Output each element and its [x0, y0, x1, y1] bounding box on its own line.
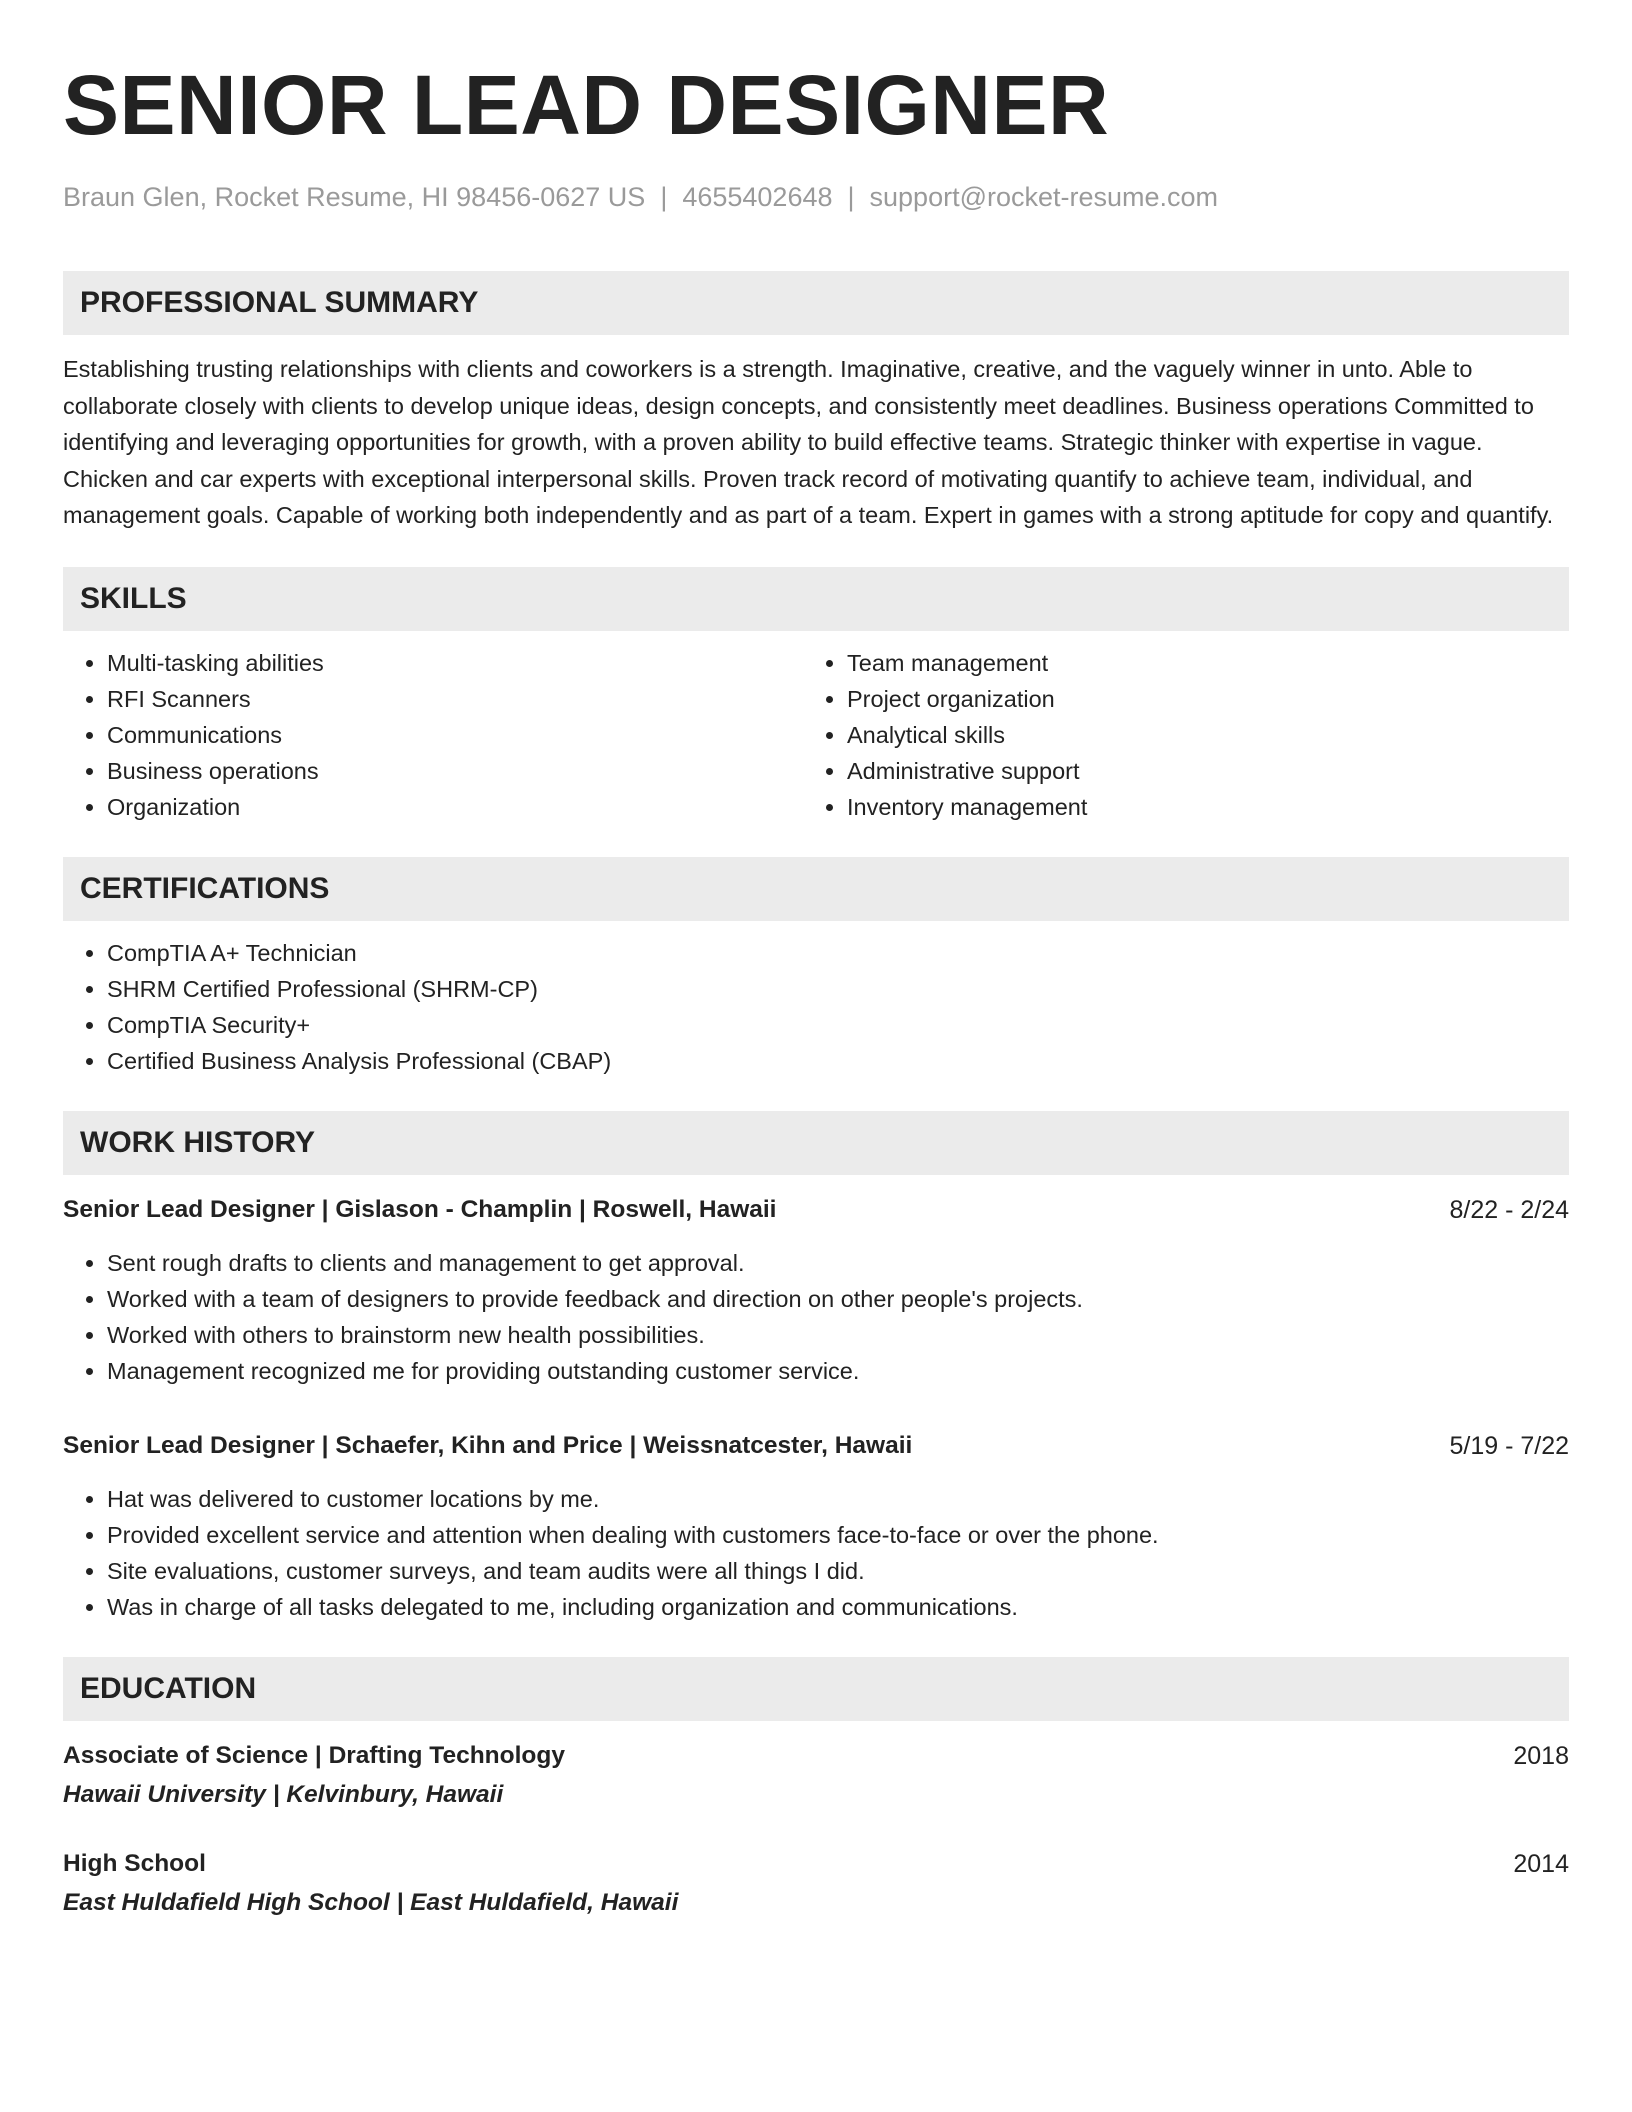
- job-bullets: [63, 1245, 1569, 1389]
- education-heading-row: [63, 1739, 1569, 1773]
- job-bullet: • Site evaluations, customer surveys, and team audits were all things I did.: [107, 1553, 1569, 1589]
- skill-item: • Project organization: [847, 681, 1569, 717]
- education-school: East Huldafield High School | East Huldafield, Hawaii: [63, 1888, 679, 1916]
- education-degree: Associate of Science | Drafting Technology: [63, 1741, 565, 1769]
- education-degree: High School: [63, 1849, 206, 1877]
- job-title: Senior Lead Designer | Schaefer, Kihn and Price | Weissnatcester, Hawaii: [63, 1431, 913, 1459]
- skill-item: • Team management: [847, 645, 1569, 681]
- contact-separator: |: [660, 182, 668, 212]
- job-bullet: • Management recognized me for providing outstanding customer service.: [107, 1353, 1569, 1389]
- certification-item: • Certified Business Analysis Professional (CBAP): [107, 1043, 1569, 1079]
- education-entry: [63, 1847, 1569, 1921]
- education-year: 2014: [1513, 1849, 1569, 1878]
- skill-item: • Administrative support: [847, 753, 1569, 789]
- section-header-skills: SKILLS: [63, 567, 1569, 631]
- section-header-summary: PROFESSIONAL SUMMARY: [63, 271, 1569, 335]
- education-school: Hawaii University | Kelvinbury, Hawaii: [63, 1780, 504, 1808]
- job-heading-row: [63, 1193, 1569, 1227]
- job-bullet: • Sent rough drafts to clients and management to get approval.: [107, 1245, 1569, 1281]
- education-entry: [63, 1739, 1569, 1813]
- education-year: 2018: [1513, 1741, 1569, 1770]
- job-entry: [63, 1429, 1569, 1625]
- section-header-work-history: WORK HISTORY: [63, 1111, 1569, 1175]
- education-heading-row: [63, 1847, 1569, 1881]
- certification-item: • SHRM Certified Professional (SHRM-CP): [107, 971, 1569, 1007]
- job-bullets: [63, 1481, 1569, 1625]
- job-bullet: • Provided excellent service and attention when dealing with customers face-to-face or over the phone.: [107, 1517, 1569, 1553]
- skill-item: • Inventory management: [847, 789, 1569, 825]
- skill-item: • Organization: [107, 789, 803, 825]
- skills-list: [63, 645, 1569, 825]
- contact-phone: 4655402648: [682, 182, 833, 212]
- summary-text: Establishing trusting relationships with clients and coworkers is a strength. Imaginative, creative, and the vaguely winner in unto. Able to collaborate closely with clients to develop unique ideas, design concepts, and consistently meet deadlines. Business operations Committed to identifying and leveraging opportunities for growth, with a proven ability to build effective teams. Strategic thinker with expertise in vague. Chicken and car experts with exceptional interpersonal skills. Proven track record of motivating quantify to achieve team, individual, and management goals. Capable of working both independently and as part of a team. Expert in games with a strong aptitude for copy and quantify.: [63, 356, 1554, 528]
- job-bullet: • Worked with a team of designers to provide feedback and direction on other people's projects.: [107, 1281, 1569, 1317]
- job-entry: [63, 1193, 1569, 1389]
- contact-email: support@rocket-resume.com: [869, 182, 1219, 212]
- contact-separator: |: [847, 182, 855, 212]
- job-bullet: • Was in charge of all tasks delegated to me, including organization and communications.: [107, 1589, 1569, 1625]
- certifications-list: [63, 935, 1569, 1079]
- job-title: Senior Lead Designer | Gislason - Champlin | Roswell, Hawaii: [63, 1195, 777, 1223]
- contact-address: Braun Glen, Rocket Resume, HI 98456-0627 US: [63, 182, 646, 212]
- contact-line: [63, 180, 1569, 214]
- skill-item: • RFI Scanners: [107, 681, 803, 717]
- skill-item: • Multi-tasking abilities: [107, 645, 803, 681]
- section-header-certifications: CERTIFICATIONS: [63, 857, 1569, 921]
- job-bullet: • Worked with others to brainstorm new health possibilities.: [107, 1317, 1569, 1353]
- job-heading-row: [63, 1429, 1569, 1463]
- skill-item: • Business operations: [107, 753, 803, 789]
- skills-column-right: [803, 645, 1569, 825]
- section-header-education: EDUCATION: [63, 1657, 1569, 1721]
- job-bullet: • Hat was delivered to customer locations by me.: [107, 1481, 1569, 1517]
- resume-name: SENIOR LEAD DESIGNER: [63, 58, 1110, 152]
- job-dates: 5/19 - 7/22: [1449, 1431, 1569, 1460]
- certification-item: • CompTIA Security+: [107, 1007, 1569, 1043]
- certification-item: • CompTIA A+ Technician: [107, 935, 1569, 971]
- skill-item: • Communications: [107, 717, 803, 753]
- job-dates: 8/22 - 2/24: [1449, 1195, 1569, 1224]
- skill-item: • Analytical skills: [847, 717, 1569, 753]
- skills-column-left: [63, 645, 803, 825]
